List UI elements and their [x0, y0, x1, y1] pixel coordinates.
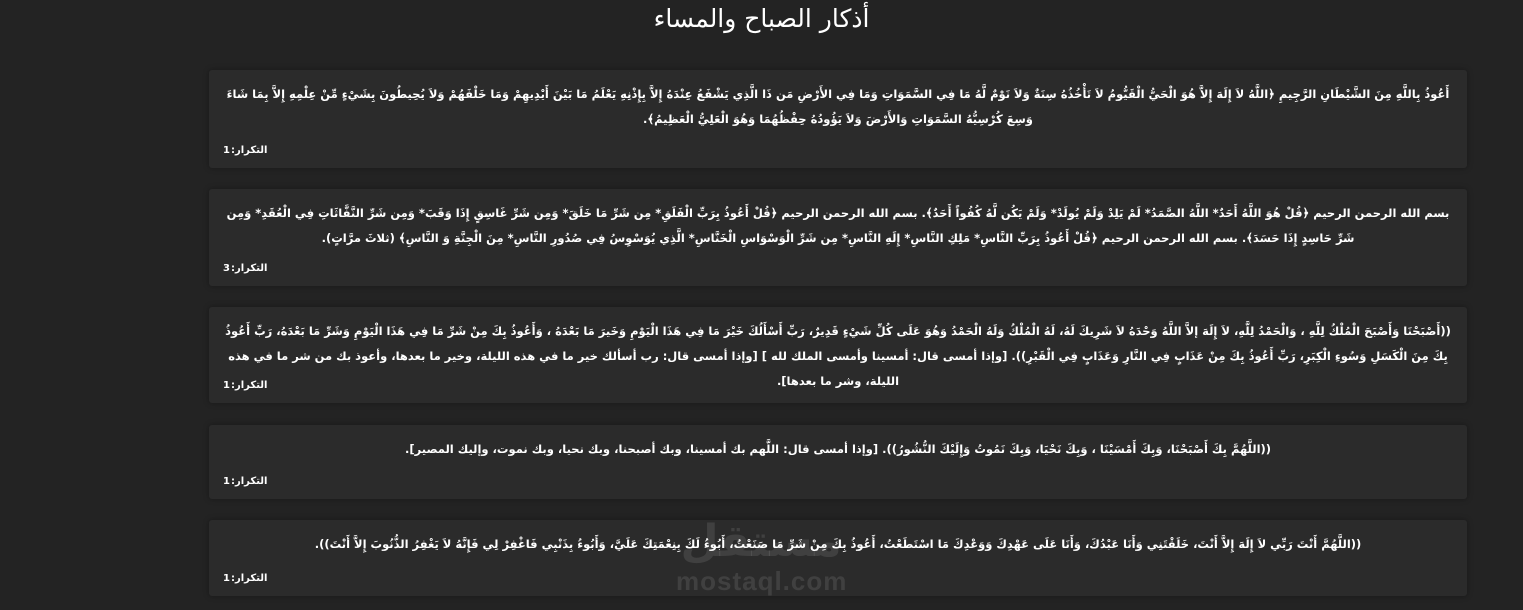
- dhikr-card: [209, 425, 1467, 499]
- dhikr-card: [209, 307, 1467, 403]
- repeat-value: 1: [223, 145, 230, 156]
- dhikr-card: [209, 189, 1467, 286]
- repeat-count: [223, 263, 267, 274]
- dhikr-card: [209, 520, 1467, 596]
- dhikr-text: ((اللَّهُمَّ أَنْتَ رَبِّي لاَ إِلَهَ إِلاَّ أَنْتَ، خَلَقْتَنِي وَأَنَا عَبْدُكَ، وَأَنَا عَلَى عَهْدِكَ وَوَعْدِكَ مَا اسْتَطَعْتُ، أَعُوذُ بِكَ مِنْ شَرِّ مَا صَنَعْتُ، أَبُوءُ لَكَ بِنِعْمَتِكَ عَلَيَّ، وَأَبُوءُ بِذَنْبِي فَاغْفِرْ لِي فَإِنَّهُ لاَ يَغْفِرُ الذُّنُوبَ إِلاَّ أَنْتَ)).: [314, 537, 1362, 551]
- repeat-value: 1: [223, 380, 230, 391]
- repeat-label: التكرار:: [230, 145, 268, 156]
- dhikr-text: ((اللَّهُمَّ بِكَ أَصْبَحْنَا، وَبِكَ أَمْسَيْنَا ، وَبِكَ نَحْيَا، وَبِكَ نَمُوتُ وَإِلَيْكَ النُّشُورُ)). [وإذا أمسى قال: اللَّهم بك أمسينا، وبك أصبحنا، وبك نحيا، وبك نموت، وإليك المصير].: [404, 442, 1272, 456]
- dhikr-text: أَعُوذُ بِاللَّهِ مِنَ الشَّيْطَانِ الرَّجِيمِ ﴿اللَّهُ لاَ إِلَهَ إِلاَّ هُوَ الْحَيُّ الْقَيُّومُ لاَ تَأْخُذُهُ سِنَةٌ وَلاَ نَوْمٌ لَّهُ مَا فِي السَّمَوَاتِ وَمَا فِي الأَرْضِ مَن ذَا الَّذِي يَشْفَعُ عِنْدَهُ إِلاَّ بِإِذْنِهِ يَعْلَمُ مَا بَيْنَ أَيْدِيهِمْ وَمَا خَلْفَهُمْ وَلاَ يُحِيطُونَ بِشَيْءٍ مِّنْ عِلْمِهِ إِلاَّ بِمَا شَاءَ وَسِعَ كُرْسِيُّهُ السَّمَوَاتِ وَالأَرْضَ وَلاَ يَؤُودُهُ حِفْظُهُمَا وَهُوَ الْعَلِيُّ الْعَظِيمُ﴾.: [226, 87, 1450, 126]
- dhikr-text: ((أَصْبَحْنَا وَأَصْبَحَ الْمُلْكُ لِلَّهِ ، وَالْحَمْدُ لِلَّهِ، لاَ إِلَهَ إلاَّ اللَّهُ وَحْدَهُ لاَ شَرِيكَ لَهُ، لَهُ الْمُلْكُ وَلَهُ الْحَمْدُ وَهُوَ عَلَى كُلِّ شَيْءٍ قَدِيرٌ، رَبِّ أَسْأَلُكَ خَيْرَ مَا فِي هَذَا الْيَوْمِ وَخَيرَ مَا بَعْدَهُ ، وَأَعُوذُ بِكَ مِنْ شَرِّ مَا فِي هَذَا الْيَوْمِ وَشَرِّ مَا بَعْدَهُ، رَبِّ أَعُوذُ بِكَ مِنَ الْكَسَلِ وَسُوءِ الْكِبَرِ، رَبِّ أَعُوذُ بِكَ مِنْ عَذَابٍ فِي النَّارِ وَعَذَابٍ فِي الْقَبْرِ)). [وإذا أمسى قال: أمسينا وأمسى الملك لله ] [وإذا أمسى قال: رب أسألك خير ما في هذه الليلة، وخير ما بعدها، وأعوذ بك من شر ما في هذه الليلة، وشر ما بعدها].: [225, 324, 1451, 388]
- repeat-label: التكرار:: [230, 573, 268, 584]
- repeat-label: التكرار:: [230, 380, 268, 391]
- repeat-label: التكرار:: [230, 476, 268, 487]
- repeat-count: [223, 145, 267, 156]
- repeat-label: التكرار:: [230, 263, 268, 274]
- dhikr-card: [209, 70, 1467, 168]
- repeat-value: 1: [223, 573, 230, 584]
- repeat-value: 1: [223, 476, 230, 487]
- page-title: أذكار الصباح والمساء: [653, 4, 870, 33]
- repeat-count: [223, 573, 267, 584]
- repeat-count: [223, 380, 267, 391]
- repeat-value: 3: [223, 263, 230, 274]
- repeat-count: [223, 476, 267, 487]
- dhikr-text: بسم الله الرحمن الرحيم ﴿قُلْ هُوَ اللَّهُ أَحَدٌ* اللَّهُ الصَّمَدُ* لَمْ يَلِدْ وَلَمْ يُولَدْ* وَلَمْ يَكُن لَّهُ كُفُواً أَحَدٌ﴾. بسم الله الرحمن الرحيم ﴿قُلْ أَعُوذُ بِرَبِّ الْفَلَقِ* مِن شَرِّ مَا خَلَقَ* وَمِن شَرِّ غَاسِقٍ إِذَا وَقَبَ* وَمِن شَرِّ النَّفَّاثَاتِ فِي الْعُقَدِ* وَمِن شَرِّ حَاسِدٍ إِذَا حَسَدَ﴾. بسم الله الرحمن الرحيم ﴿قُلْ أَعُوذُ بِرَبِّ النَّاسِ* مَلِكِ النَّاسِ* إِلَهِ النَّاسِ* مِن شَرِّ الْوَسْوَاسِ الْخَنَّاسِ* الَّذِي يُوَسْوِسُ فِي صُدُورِ النَّاسِ* مِنَ الْجِنَّةِ وَ النَّاسِ﴾ (ثلاثَ مرَّاتٍ).: [226, 206, 1450, 245]
